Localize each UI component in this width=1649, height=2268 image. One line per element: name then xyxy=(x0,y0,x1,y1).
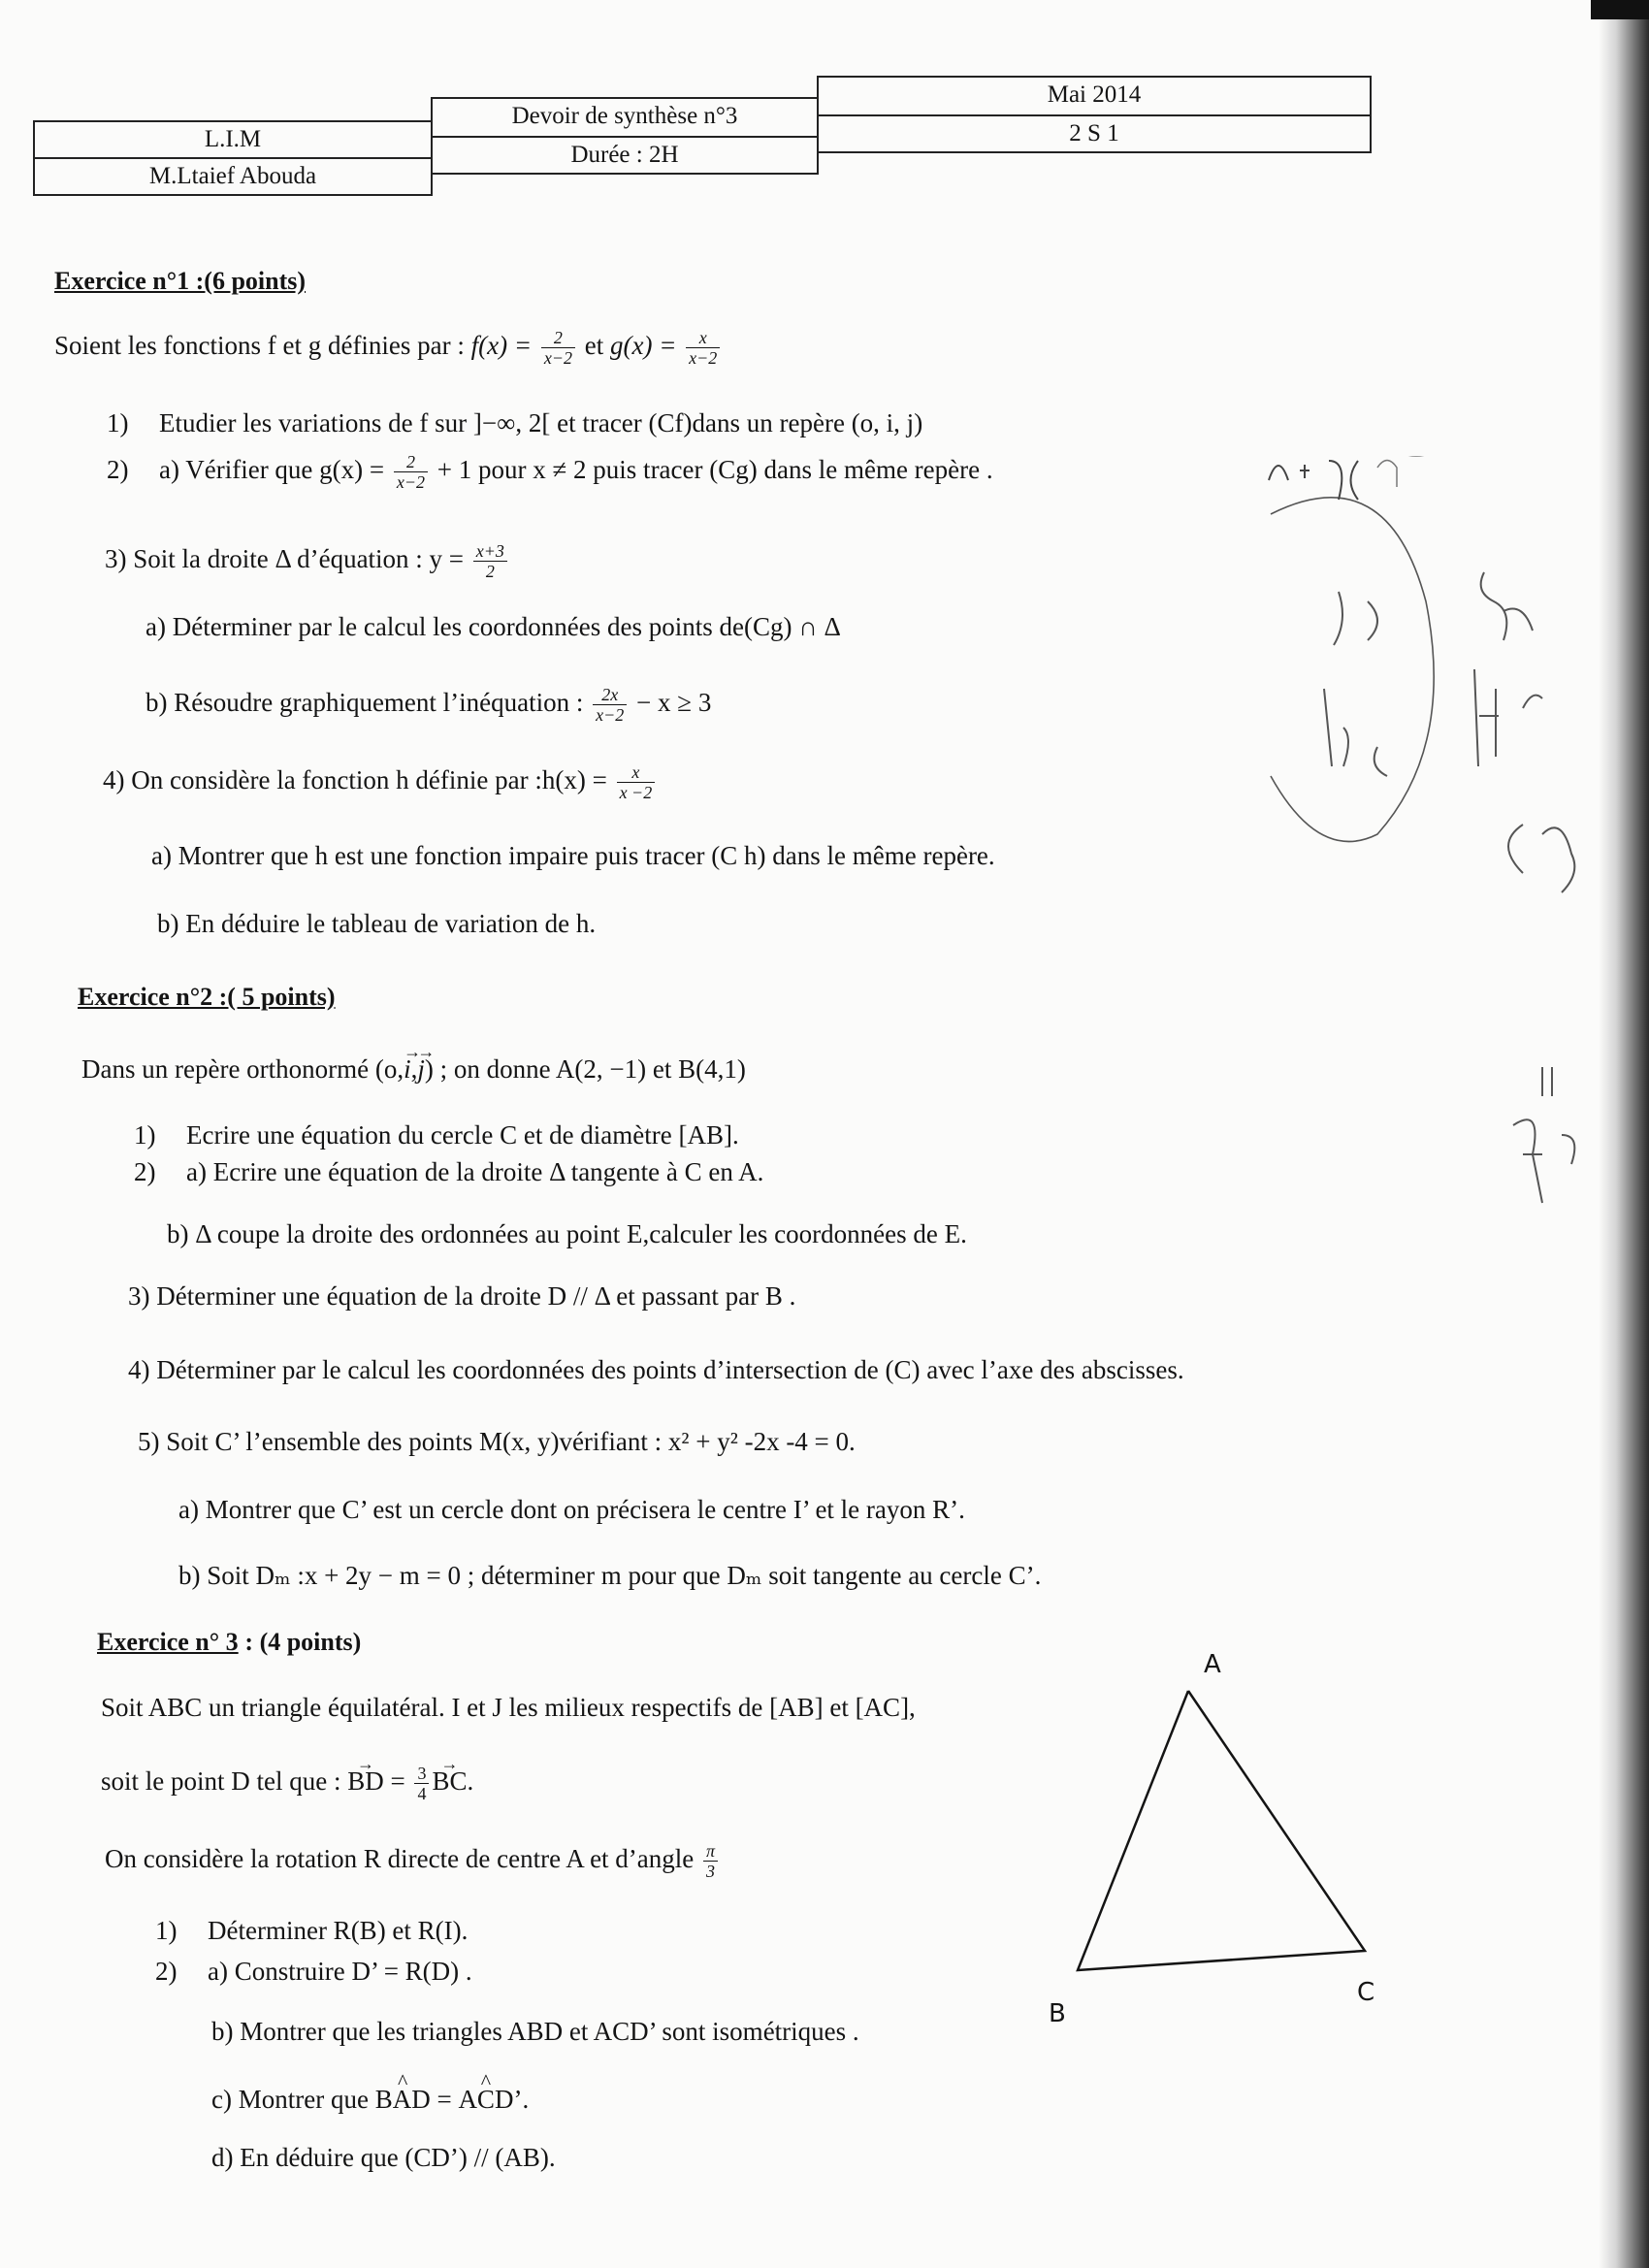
ex1-q4: 4) On considère la fonction h définie par :h(x) = $\frac{x}{x -2}$ xyxy=(103,762,658,802)
ex1-q3b: b) Résoudre graphiquement l’inéquation : $\frac{2x}{x-2}$ − x ≥ 3 xyxy=(146,685,712,726)
ex1-q3: 3) Soit la droite Δ d’équation : y = $\frac{x+3}{2}$ xyxy=(105,541,510,581)
vertex-label-a: A xyxy=(1204,1650,1221,1679)
header-exam: Devoir de synthèse n°3 xyxy=(431,97,819,138)
ex2-q5b: b) Soit Dₘ :x + 2y − m = 0 ; déterminer m pour que Dₘ soit tangente au cercle C’. xyxy=(178,1561,1042,1590)
header-class: 2 S 1 xyxy=(817,114,1372,153)
header-teacher: M.Ltaief Abouda xyxy=(33,157,433,196)
ex3-def-d: soit le point D tel que : → BD = $\frac{3}{4}$ → BC. xyxy=(101,1764,473,1803)
ex3-intro: Soit ABC un triangle équilatéral. I et J les milieux respectifs de [AB] et [AC], xyxy=(101,1693,916,1722)
ex1-q4a: a) Montrer que h est une fonction impaire puis tracer (C h) dans le même repère. xyxy=(151,841,995,870)
ex1-q2a: 2) a) Vérifier que g(x) = $\frac{2}{x-2}$ + 1 pour x ≠ 2 puis tracer (Cg) dans le même repère . xyxy=(107,452,993,493)
vertex-label-c: C xyxy=(1357,1978,1375,2007)
triangle-figure xyxy=(1033,1644,1402,2032)
ex1-title: Exercice n°1 :(6 points) xyxy=(54,267,307,295)
triangle-abc xyxy=(1078,1691,1365,1970)
scan-edge-corner xyxy=(1591,0,1649,19)
ex3-q2b: b) Montrer que les triangles ABD et ACD’ sont isométriques . xyxy=(211,2017,859,2046)
ex3-q1: 1) Déterminer R(B) et R(I). xyxy=(155,1916,469,1945)
ex3-q2c: c) Montrer que ^ BAD = ^ ACD’. xyxy=(211,2082,529,2117)
ex3-rotation: On considère la rotation R directe de centre A et d’angle $\frac{\pi}{3}$ xyxy=(105,1841,721,1881)
header-table xyxy=(33,76,1372,200)
handwritten-annotation-top xyxy=(1261,441,1377,509)
header-date: Mai 2014 xyxy=(817,76,1372,116)
vertex-label-b: B xyxy=(1049,1999,1066,2028)
ex2-title: Exercice n°2 :( 5 points) xyxy=(78,983,336,1011)
ex1-q4b: b) En déduire le tableau de variation de h. xyxy=(157,909,597,938)
ex2-q1: 1) Ecrire une équation du cercle C et de diamètre [AB]. xyxy=(134,1120,739,1150)
ex2-q5: 5) Soit C’ l’ensemble des points M(x, y)vérifiant : x² + y² -2x -4 = 0. xyxy=(138,1427,856,1456)
ex2-q2b: b) Δ coupe la droite des ordonnées au point E,calculer les coordonnées de E. xyxy=(167,1219,967,1248)
ex2-q2a: 2) a) Ecrire une équation de la droite Δ tangente à C en A. xyxy=(134,1157,764,1186)
ex2-intro: Dans un repère orthonormé (o,→ i,→ j) ; on donne A(2, −1) et B(4,1) xyxy=(81,1052,746,1086)
ex3-title: Exercice n° 3 : (4 points) xyxy=(97,1628,362,1656)
ex3-q2a: 2) a) Construire D’ = R(D) . xyxy=(155,1957,472,1986)
ex3-q2d: d) En déduire que (CD’) // (AB). xyxy=(211,2143,556,2172)
ex2-q5a: a) Montrer que C’ est un cercle dont on précisera le centre I’ et le rayon R’. xyxy=(178,1495,965,1524)
ex2-q3: 3) Déterminer une équation de la droite D // Δ et passant par B . xyxy=(128,1281,796,1311)
ex2-q4: 4) Déterminer par le calcul les coordonnées des points d’intersection de (C) avec l’axe des abscisses. xyxy=(128,1355,1184,1384)
ex1-q3a: a) Déterminer par le calcul les coordonnées des points de(Cg) ∩ Δ xyxy=(146,612,841,641)
header-school: L.I.M xyxy=(33,120,433,159)
ex1-intro: Soient les fonctions f et g définies par : f(x) = $\frac{2}{x-2}$ et g(x) = $\frac{x}{x-2}$ xyxy=(54,328,723,368)
handwritten-margin-notes xyxy=(1232,456,1620,1300)
ex1-q1: 1) Etudier les variations de f sur ]−∞, 2[ et tracer (Cf)dans un repère (o, i, j) xyxy=(107,408,923,437)
header-duration: Durée : 2H xyxy=(431,136,819,175)
triangle-drawing xyxy=(1033,1644,1402,2032)
